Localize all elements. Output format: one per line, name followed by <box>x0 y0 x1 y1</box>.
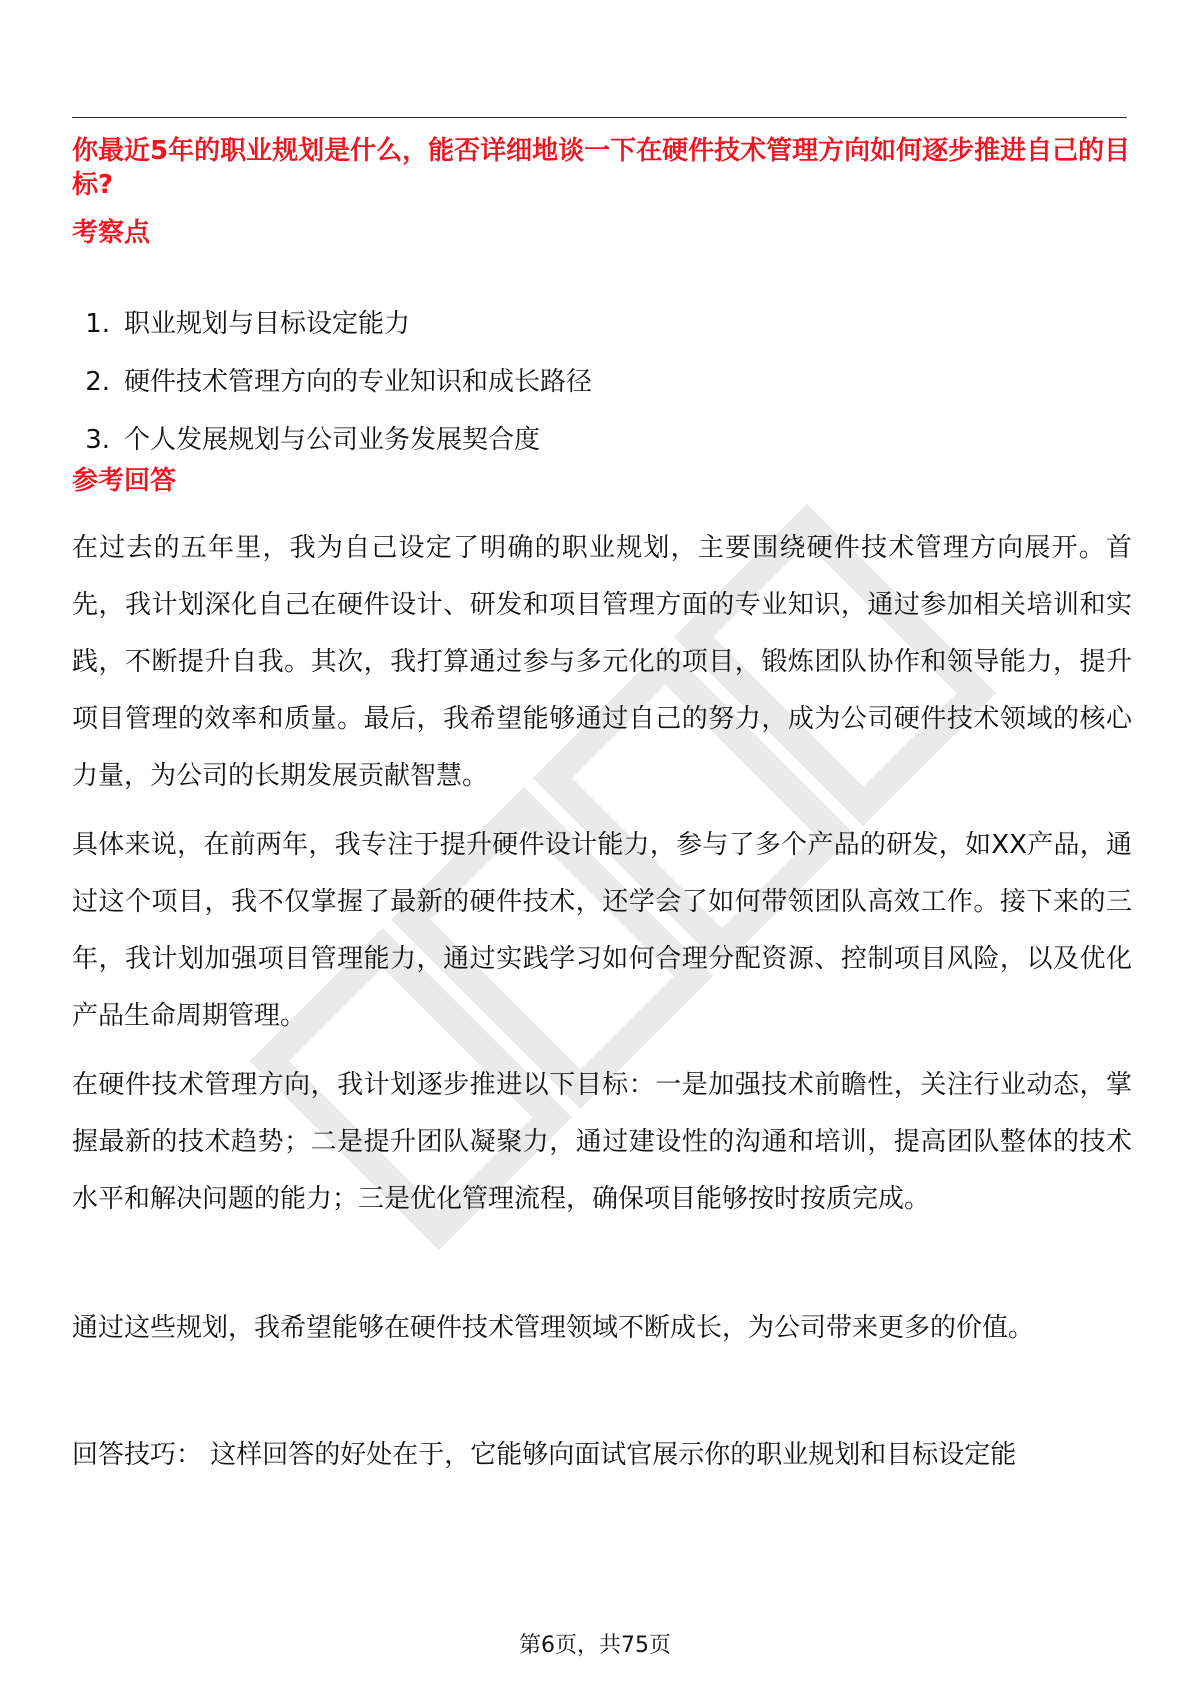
list-item-text: 个人发展规划与公司业务发展契合度 <box>124 425 541 455</box>
question-title: 你最近5年的职业规划是什么，能否详细地谈一下在硬件技术管理方向如何逐步推进自己的目标? <box>72 136 1131 200</box>
page-number: 第6页，共75页 <box>519 1633 671 1658</box>
list-item-text: 硬件技术管理方向的专业知识和成长路径 <box>124 367 593 397</box>
list-item <box>72 364 592 422</box>
list-item-number: 2. <box>85 367 110 397</box>
list-item-number: 3. <box>85 425 110 455</box>
answer-paragraph-1: 在过去的五年里，我为自己设定了明确的职业规划，主要围绕硬件技术管理方向展开。首先，我计划深化自己在硬件设计、研发和项目管理方面的专业知识，通过参加相关培训和实践，不断提升自我。其次，我打算通过参与多元化的项目，锻炼团队协作和领导能力，提升项目管理的效率和质量。最后，我希望能够通过自己的努力，成为公司硬件技术领域的核心力量，为公司的长期发展贡献智慧。 <box>72 533 1132 791</box>
list-item-number: 1. <box>85 309 110 339</box>
points-heading: 考察点 <box>72 218 151 248</box>
top-divider <box>72 117 1127 118</box>
answer-paragraph-2: 具体来说，在前两年，我专注于提升硬件设计能力，参与了多个产品的研发，如XX产品，通过这个项目，我不仅掌握了最新的硬件技术，还学会了如何带领团队高效工作。接下来的三年，我计划加强项目管理能力，通过实践学习如何合理分配资源、控制项目风险，以及优化产品生命周期管理。 <box>72 830 1132 1031</box>
answer-paragraph-4: 通过这些规划，我希望能够在硬件技术管理领域不断成长，为公司带来更多的价值。 <box>72 1313 1035 1343</box>
list-item <box>72 306 592 364</box>
points-list <box>72 306 592 480</box>
answer-heading: 参考回答 <box>72 466 177 496</box>
answer-paragraph-3: 在硬件技术管理方向，我计划逐步推进以下目标：一是加强技术前瞻性，关注行业动态，掌握最新的技术趋势；二是提升团队凝聚力，通过建设性的沟通和培训，提高团队整体的技术水平和解决问题的能力；三是优化管理流程，确保项目能够按时按质完成。 <box>72 1070 1132 1214</box>
list-item-text: 职业规划与目标设定能力 <box>124 309 411 339</box>
answer-tip: 回答技巧： 这样回答的好处在于，它能够向面试官展示你的职业规划和目标设定能 <box>72 1440 1017 1470</box>
